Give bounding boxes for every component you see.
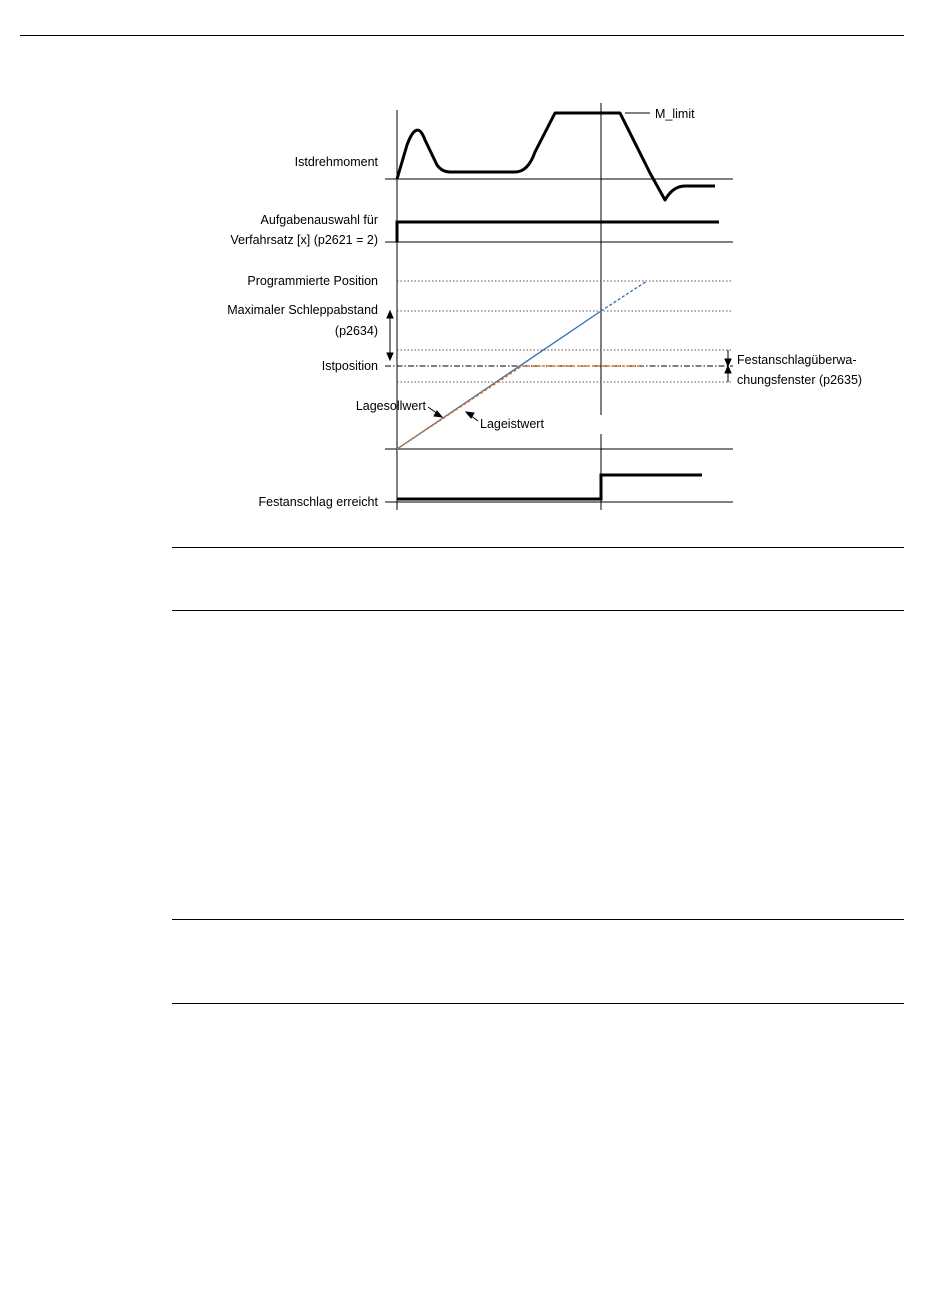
actual-value-line — [397, 366, 643, 449]
label-istdrehmoment: Istdrehmoment — [294, 155, 378, 169]
setpoint-projection-line — [601, 281, 647, 311]
label-fixed-stop-reached: Festanschlag erreicht — [258, 495, 378, 509]
label-istposition: Istposition — [321, 359, 378, 373]
label-max-following-error-line1: Maximaler Schleppabstand — [227, 303, 378, 317]
max-following-error-arrowhead-down — [387, 353, 393, 360]
max-following-error-arrowhead-up — [387, 311, 393, 318]
label-programmed-position: Programmierte Position — [247, 274, 378, 288]
label-task-selection-line2: Verfahrsatz [x] (p2621 = 2) — [230, 233, 378, 247]
window-arrowhead-bottom — [725, 366, 731, 373]
label-lageistwert: Lageistwert — [480, 417, 544, 431]
baselines — [385, 113, 733, 502]
label-max-following-error-line2: (p2634) — [334, 324, 378, 338]
fixed-stop-reached-signal — [397, 475, 702, 499]
torque-curve — [397, 113, 715, 200]
label-lagesollwert: Lagesollwert — [355, 399, 426, 413]
task-selection-signal — [397, 222, 719, 242]
label-m-limit: M_limit — [655, 107, 695, 121]
reference-lines — [397, 281, 733, 382]
label-window-line1: Festanschlagüberwa- — [737, 353, 857, 367]
label-window-line2: chungsfenster (p2635) — [737, 373, 863, 387]
label-task-selection-line1: Aufgabenauswahl für — [260, 213, 378, 227]
